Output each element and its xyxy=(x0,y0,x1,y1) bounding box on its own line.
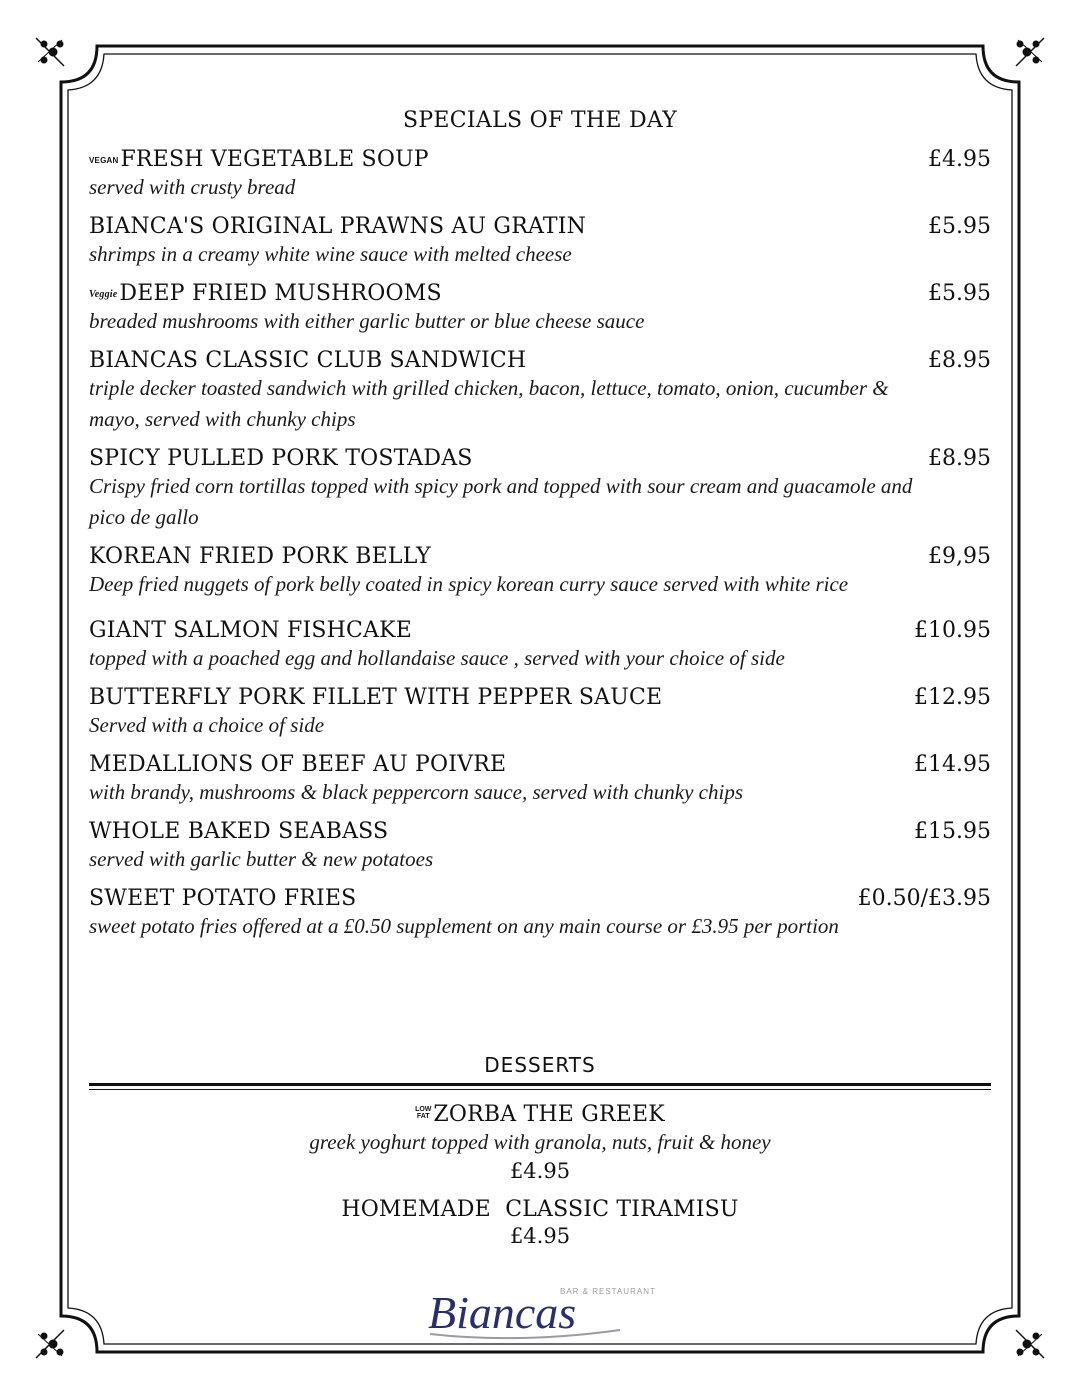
item-description: shrimps in a creamy white wine sauce with melted cheese xyxy=(89,242,572,266)
item-description: triple decker toasted sandwich with grilled chicken, bacon, lettuce, tomato, onion, cucumber & mayo, served with chunky chips xyxy=(89,376,889,431)
item-price: £12.95 xyxy=(914,685,991,710)
item-price: £14.95 xyxy=(914,752,991,777)
menu-item xyxy=(89,752,991,808)
item-name: BUTTERFLY PORK FILLET WITH PEPPER SAUCE xyxy=(89,685,663,710)
desserts-title: DESSERTS xyxy=(484,1053,596,1077)
item-name: KOREAN FRIED PORK BELLY xyxy=(89,544,431,569)
dessert-item xyxy=(89,1102,991,1185)
item-description: topped with a poached egg and hollandaise sauce , served with your choice of side xyxy=(89,646,785,670)
desserts-section xyxy=(89,1053,991,1250)
specials-title: SPECIALS OF THE DAY xyxy=(402,108,678,133)
menu-item xyxy=(89,214,991,270)
specials-section xyxy=(89,108,991,953)
dessert-item xyxy=(89,1197,991,1250)
item-price: £8.95 xyxy=(928,446,991,471)
menu-item xyxy=(89,685,991,741)
item-name: MEDALLIONS OF BEEF AU POIVRE xyxy=(89,752,507,777)
item-name: SWEET POTATO FRIES xyxy=(89,886,357,911)
svg-text:Biancas: Biancas xyxy=(428,1287,577,1338)
svg-text:BAR & RESTAURANT: BAR & RESTAURANT xyxy=(560,1287,656,1296)
corner-ornament-bottom-right xyxy=(1016,1330,1044,1358)
item-price: £8.95 xyxy=(928,348,991,373)
item-name: FRESH VEGETABLE SOUP xyxy=(120,147,429,172)
menu-item xyxy=(89,886,991,942)
item-name: BIANCA'S ORIGINAL PRAWNS AU GRATIN xyxy=(89,214,587,239)
menu-item xyxy=(89,147,991,203)
item-description: sweet potato fries offered at a £0.50 supplement on any main course or £3.95 per portion xyxy=(89,914,839,938)
menu-item xyxy=(89,446,991,533)
menu-item xyxy=(89,618,991,674)
biancas-logo xyxy=(420,1282,656,1344)
divider xyxy=(89,1089,991,1090)
corner-ornament-top-left xyxy=(36,38,64,66)
item-price: £5.95 xyxy=(928,214,991,239)
item-description: served with garlic butter & new potatoes xyxy=(89,847,434,871)
menu-item xyxy=(89,819,991,875)
item-name: WHOLE BAKED SEABASS xyxy=(89,819,389,844)
corner-ornament-bottom-left xyxy=(36,1330,64,1358)
veggie-badge: Veggie xyxy=(89,289,118,300)
divider xyxy=(89,1083,991,1086)
item-name: HOMEMADE CLASSIC TIRAMISU xyxy=(341,1197,739,1222)
item-price: £9,95 xyxy=(928,544,991,569)
item-price: £15.95 xyxy=(914,819,991,844)
item-name: GIANT SALMON FISHCAKE xyxy=(89,618,413,643)
item-price: £4.95 xyxy=(509,1159,571,1183)
item-price: £4.95 xyxy=(928,147,991,172)
item-description: Crispy fried corn tortillas topped with spicy pork and topped with sour cream and guacamole and pico de gallo xyxy=(89,474,913,529)
item-description: served with crusty bread xyxy=(89,175,296,199)
item-description: Deep fried nuggets of pork belly coated in spicy korean curry sauce served with white rice xyxy=(89,572,849,596)
vegan-badge: VEGAN xyxy=(89,156,119,165)
item-price: £4.95 xyxy=(509,1224,571,1248)
item-description: Served with a choice of side xyxy=(89,713,325,737)
menu-item xyxy=(89,348,991,435)
item-description: breaded mushrooms with either garlic butter or blue cheese sauce xyxy=(89,309,645,333)
menu-item xyxy=(89,544,991,600)
item-name: ZORBA THE GREEK xyxy=(433,1102,665,1127)
low-fat-badge: LOW FAT xyxy=(415,1106,432,1120)
item-name: SPICY PULLED PORK TOSTADAS xyxy=(89,446,473,471)
corner-ornament-top-right xyxy=(1016,38,1044,66)
item-name: DEEP FRIED MUSHROOMS xyxy=(119,281,442,306)
item-price: £5.95 xyxy=(928,281,991,306)
item-price: £0.50/£3.95 xyxy=(857,886,991,911)
item-description: with brandy, mushrooms & black peppercorn sauce, served with chunky chips xyxy=(89,780,744,804)
item-price: £10.95 xyxy=(914,618,991,643)
menu-item xyxy=(89,281,991,337)
item-description: greek yoghurt topped with granola, nuts, fruit & honey xyxy=(309,1130,771,1154)
item-name: BIANCAS CLASSIC CLUB SANDWICH xyxy=(89,348,527,373)
